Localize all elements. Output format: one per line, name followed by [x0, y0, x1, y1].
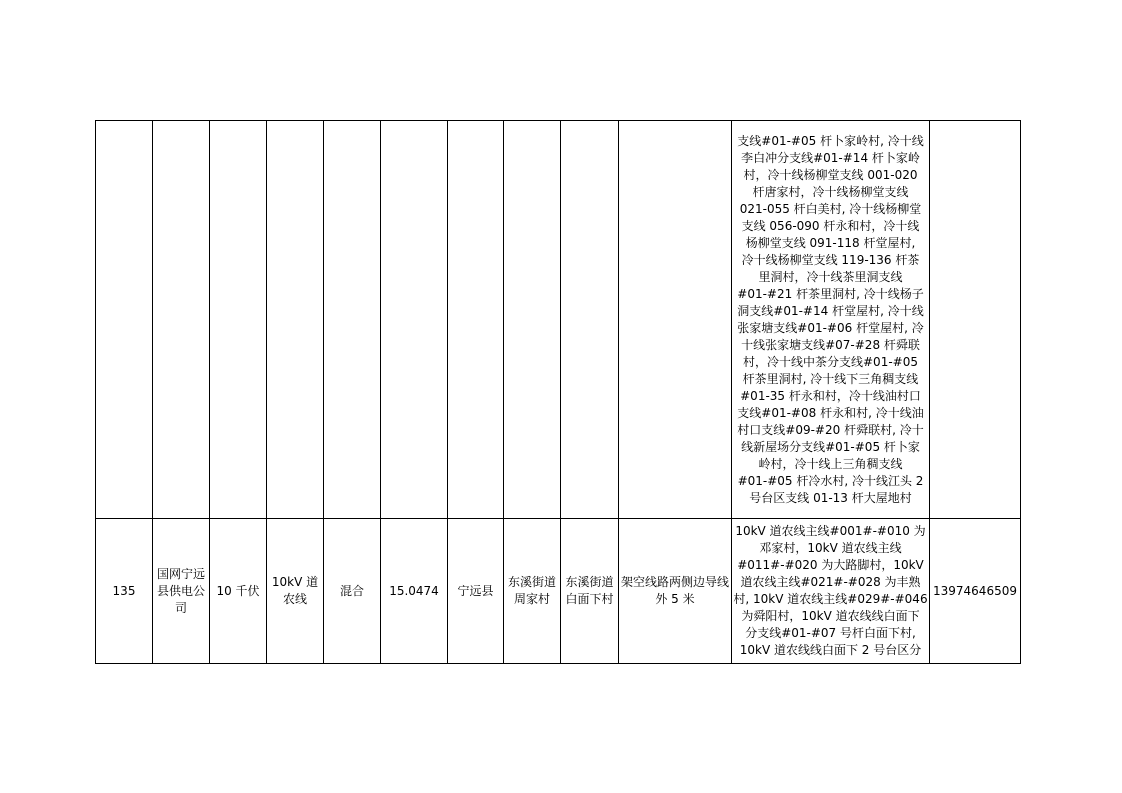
cell-start — [504, 121, 561, 519]
cell-capacity: 10 千伏 — [210, 519, 267, 664]
cell-range: 架空线路两侧边导线外 5 米 — [619, 519, 732, 664]
cell-phone: 13974646509 — [930, 519, 1021, 664]
cell-range — [619, 121, 732, 519]
cell-county: 宁远县 — [448, 519, 504, 664]
cell-type: 混合 — [324, 519, 381, 664]
data-table — [95, 120, 1021, 664]
cell-length: 15.0474 — [381, 519, 448, 664]
cell-no — [96, 121, 153, 519]
description-line: 分支线#01-#07 号杆白面下村, — [745, 626, 916, 640]
description-line: 杆茶里洞村, 冷十线下三角稠支线 — [742, 371, 919, 386]
description-line: 支线#01-#08 杆永和村, 冷十线油 — [737, 405, 924, 420]
description-line: #01-35 杆永和村，冷十线油村口 — [740, 388, 921, 403]
cell-line — [267, 121, 324, 519]
description-line: 道农线主线#021#-#028 为丰熟 — [740, 575, 921, 589]
description-line: 张家塘支线#01-#06 杆堂屋村, 冷 — [737, 320, 924, 335]
description-line: 为舜阳村，10kV 道农线线白面下 — [741, 609, 920, 623]
description-line: 岭村，冷十线上三角稠支线 — [758, 456, 903, 471]
description-line: 十线张家塘支线#07-#28 杆舜联 — [741, 337, 920, 352]
description-line: 10kV 道农线线白面下 2 号台区分 — [739, 643, 922, 657]
cell-no: 135 — [96, 519, 153, 664]
description-line: 村，冷十线杨柳堂支线 001-020 — [743, 167, 918, 182]
cell-end: 东溪街道白面下村 — [561, 519, 619, 664]
cell-description — [732, 121, 930, 519]
cell-line: 10kV 道农线 — [267, 519, 324, 664]
description-line: 村，冷十线中茶分支线#01-#05 — [743, 354, 918, 369]
description-line: #01-#21 杆茶里洞村, 冷十线杨子 — [737, 286, 924, 301]
cell-end — [561, 121, 619, 519]
cell-company: 国网宁远县供电公司 — [153, 519, 210, 664]
description-line: 村口支线#09-#20 杆舜联村, 冷十 — [737, 422, 924, 437]
description-line: 村, 10kV 道农线主线#029#-#046 — [733, 592, 928, 606]
description-line: 021-055 杆白美村, 冷十线杨柳堂 — [739, 201, 922, 216]
cell-length — [381, 121, 448, 519]
description-line: 杆唐家村，冷十线杨柳堂支线 — [752, 184, 909, 199]
description-line: 10kV 道农线主线#001#-#010 为 — [735, 524, 926, 538]
description-line: 号台区支线 01-13 杆大屋地村 — [749, 490, 912, 505]
cell-capacity — [210, 121, 267, 519]
description-line: 杨柳堂支线 091-118 杆堂屋村, — [745, 235, 916, 250]
cell-description — [732, 519, 930, 664]
description-line: 里洞村，冷十线茶里洞支线 — [758, 269, 903, 284]
description-line: 冷十线杨柳堂支线 119-136 杆茶 — [741, 252, 920, 267]
cell-type — [324, 121, 381, 519]
description-line: 线新屋场分支线#01-#05 杆卜家 — [741, 439, 920, 454]
table-row — [96, 519, 1021, 664]
description-line: 邓家村，10kV 道农线主线 — [759, 541, 902, 555]
cell-county — [448, 121, 504, 519]
cell-phone — [930, 121, 1021, 519]
description-line: #011#-#020 为大路脚村，10kV — [737, 558, 924, 572]
cell-company — [153, 121, 210, 519]
description-line: 李白冲分支线#01-#14 杆卜家岭 — [741, 150, 920, 165]
table-row — [96, 121, 1021, 519]
description-line: 洞支线#01-#14 杆堂屋村, 冷十线 — [737, 303, 924, 318]
description-line: 支线 056-090 杆永和村，冷十线 — [741, 218, 920, 233]
description-line: 支线#01-#05 杆卜家岭村, 冷十线 — [737, 133, 924, 148]
description-line: #01-#05 杆冷水村, 冷十线江头 2 — [737, 473, 924, 488]
cell-start: 东溪街道周家村 — [504, 519, 561, 664]
